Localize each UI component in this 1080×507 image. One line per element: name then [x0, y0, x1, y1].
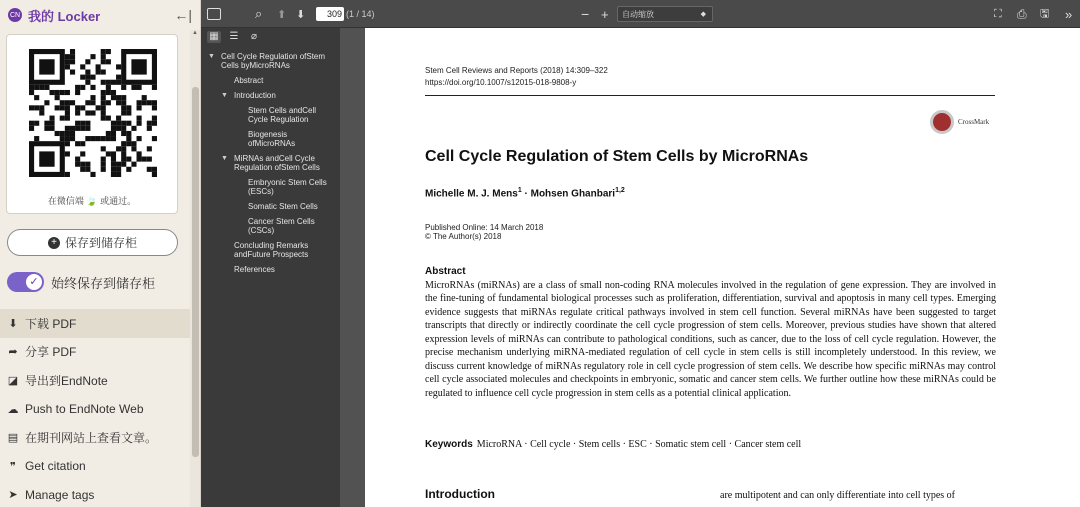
qr-code-icon: [29, 49, 157, 177]
keywords-list: MicroRNA · Cell cycle · Stem cells · ESC · Somatic stem cell · Cancer stem cell: [476, 439, 802, 450]
collapse-panel-icon[interactable]: ←|: [174, 7, 192, 23]
author-affiliation: 1,2: [615, 187, 625, 194]
save-to-locker-button[interactable]: [7, 229, 178, 256]
outline-item[interactable]: [201, 106, 340, 124]
expand-toggle-icon[interactable]: ▼: [208, 53, 215, 60]
locker-menu-label: 分享 PDF: [25, 345, 77, 360]
crossmark-icon: [930, 110, 954, 134]
outline-item-label: Embryonic Stem Cells (ESCs): [248, 178, 327, 196]
quote-icon: ❞: [10, 460, 16, 473]
article-authors: [425, 187, 625, 199]
author-name: Mohsen Ghanbari: [530, 188, 616, 200]
plus-icon: +: [48, 237, 60, 249]
outline-tabs: [201, 28, 340, 46]
pdf-page: [365, 28, 1080, 507]
crossmark-label: CrossMark: [958, 118, 990, 126]
page-number-input[interactable]: [316, 7, 344, 21]
outline-tab-icon[interactable]: ☰: [229, 31, 239, 42]
outline-item-label: Stem Cells andCell Cycle Regulation: [248, 106, 317, 124]
expand-toggle-icon[interactable]: ▼: [221, 155, 228, 162]
crossmark-badge[interactable]: [930, 110, 989, 134]
outline-item-label: References: [234, 265, 275, 274]
document-outline: [201, 46, 340, 274]
locker-menu-item[interactable]: [0, 366, 190, 395]
locker-menu-item[interactable]: [0, 423, 190, 452]
viewer-gutter: [340, 28, 365, 507]
outline-item[interactable]: [201, 91, 340, 100]
locker-scrollbar[interactable]: [190, 30, 200, 507]
print-icon[interactable]: ⎙: [1017, 6, 1027, 21]
save-to-locker-label: 保存到储存柜: [64, 236, 137, 250]
outline-item[interactable]: [201, 202, 340, 211]
locker-menu-label: 在期刊网站上查看文章。: [25, 431, 158, 446]
toggle-sidebar-icon[interactable]: [207, 8, 221, 20]
outline-item[interactable]: [201, 217, 340, 235]
export-icon: ◪: [7, 374, 19, 387]
outline-item-label: Concluding Remarks andFuture Prospects: [234, 241, 309, 259]
locker-header: [0, 0, 200, 30]
copyright-line: © The Author(s) 2018: [425, 232, 502, 241]
locker-menu-item[interactable]: [0, 395, 190, 424]
locker-menu-item[interactable]: [0, 338, 190, 367]
outline-item-label: Cancer Stem Cells (CSCs): [248, 217, 315, 235]
check-icon: ✓: [26, 274, 42, 290]
locker-panel: [0, 0, 201, 507]
next-page-icon[interactable]: ⬇: [296, 8, 306, 21]
fullscreen-icon[interactable]: ⛶: [994, 7, 1002, 20]
attachments-tab-icon[interactable]: ⌀: [250, 31, 258, 42]
outline-item-label: Abstract: [234, 76, 264, 85]
locker-menu-label: 下载 PDF: [25, 316, 77, 331]
keywords-line: [425, 439, 801, 450]
page-count: (1 / 14): [346, 9, 375, 19]
introduction-text: are multipotent and can only differentiate into cell types of: [720, 490, 956, 501]
author-affiliation: 1: [517, 187, 522, 194]
outline-item[interactable]: [201, 130, 340, 148]
outline-item-label: MiRNAs andCell Cycle Regulation ofStem Cells: [234, 154, 320, 172]
previous-page-icon[interactable]: ⬆: [277, 8, 287, 21]
outline-item[interactable]: [201, 241, 340, 259]
outline-item-label: Cell Cycle Regulation ofStem Cells byMicroRNAs: [221, 52, 326, 70]
locker-menu-label: Push to EndNote Web: [25, 402, 144, 417]
locker-title: 我的 Locker: [28, 8, 101, 24]
keywords-label: Keywords: [425, 439, 473, 450]
save-icon[interactable]: 🖫: [1040, 7, 1050, 20]
search-icon[interactable]: ⌕: [255, 6, 263, 21]
always-save-toggle[interactable]: [7, 272, 44, 292]
zoom-select[interactable]: [617, 6, 713, 22]
publication-info: [425, 223, 543, 241]
article-title: Cell Cycle Regulation of Stem Cells by MicroRNAs: [425, 148, 809, 165]
journal-line: Stem Cell Reviews and Reports (2018) 14:309–322: [425, 66, 608, 75]
outline-item[interactable]: [201, 76, 340, 85]
locker-menu-item[interactable]: [0, 452, 190, 481]
published-date: Published Online: 14 March 2018: [425, 223, 544, 232]
download-icon: ⬇: [8, 317, 18, 330]
zoom-in-button[interactable]: +: [601, 6, 609, 22]
scroll-up-icon[interactable]: ▲: [192, 30, 198, 36]
zoom-out-button[interactable]: −: [581, 6, 590, 22]
always-save-toggle-row: [7, 271, 155, 293]
outline-item-label: Biogenesis ofMicroRNAs: [248, 130, 296, 148]
locker-menu-label: 导出到EndNote: [25, 373, 108, 388]
author-name: Michelle M. J. Mens: [425, 188, 518, 200]
doi-link[interactable]: https://doi.org/10.1007/s12015-018-9808-y: [425, 78, 577, 87]
outline-panel: [201, 28, 340, 507]
share-icon: ➦: [8, 346, 18, 359]
abstract-text: MicroRNAs (miRNAs) are a class of small non-coding RNA molecules involved in the regulation of gene expression. They are involved in the fine-tuning of fundamental biological processes such as proliferation, differentiation, survival and apoptosis in many cell types. Emerging evidence suggests that miRNAs regulate critical pathways involved in stem cell function. Several miRNAs have been suggested to target transcripts that directly or indirectly coordinate the cell cycle progression of stem cells. Moreover, previous studies have shown that altered expression levels of miRNAs can contribute to pathological conditions, such as cancer, due to the loss of cell cycle regulation. However, the precise mechanism underlying miRNA-mediated regulation of cell cycle in stem cells is still incompletely understood. In this review, we discuss current knowledge of miRNAs regulatory role in cell cycle progression of stem cells. We describe how specific miRNAs may control cell cycle associated molecules and checkpoints in embryonic, somatic and cancer stem cells. We further outline how these miRNAs could be regulated to influence cell cycle progression in stem cells as a potential clinical application.: [425, 280, 996, 399]
scrollbar-thumb[interactable]: [192, 87, 199, 457]
introduction-heading: Introduction: [425, 487, 495, 501]
expand-toggle-icon[interactable]: ▼: [221, 92, 228, 99]
tag-icon: ➤: [8, 489, 18, 502]
zoom-value: 自动缩放: [622, 9, 654, 19]
header-rule: [425, 95, 995, 96]
author-separator: ·: [521, 188, 531, 200]
locker-menu-label: Manage tags: [25, 487, 95, 502]
journal-citation: [425, 65, 608, 89]
pdf-toolbar: [201, 0, 1080, 28]
more-tools-icon[interactable]: »: [1065, 6, 1073, 22]
outline-item[interactable]: [201, 265, 340, 274]
chevron-down-icon: ◆: [700, 11, 706, 18]
always-save-label: 始终保存到储存柜: [51, 275, 156, 291]
outline-item[interactable]: [201, 52, 340, 70]
qr-caption: 在微信端 🍃 或通过。: [47, 196, 137, 206]
document-icon: ▤: [7, 432, 19, 445]
thumbnails-tab-icon[interactable]: ▦: [207, 31, 221, 43]
locker-menu-item[interactable]: [0, 309, 190, 338]
abstract-heading: Abstract: [425, 266, 466, 277]
outline-item[interactable]: [201, 178, 340, 196]
locker-menu-item[interactable]: [0, 481, 190, 507]
cloud-icon: ☁: [7, 403, 19, 416]
outline-item-label: Somatic Stem Cells: [248, 202, 318, 211]
outline-item[interactable]: [201, 154, 340, 172]
locker-menu: [0, 309, 190, 507]
locker-logo-icon: CN: [8, 8, 22, 22]
locker-menu-label: Get citation: [25, 459, 86, 474]
outline-item-label: Introduction: [234, 91, 276, 100]
qr-card: [6, 34, 178, 214]
